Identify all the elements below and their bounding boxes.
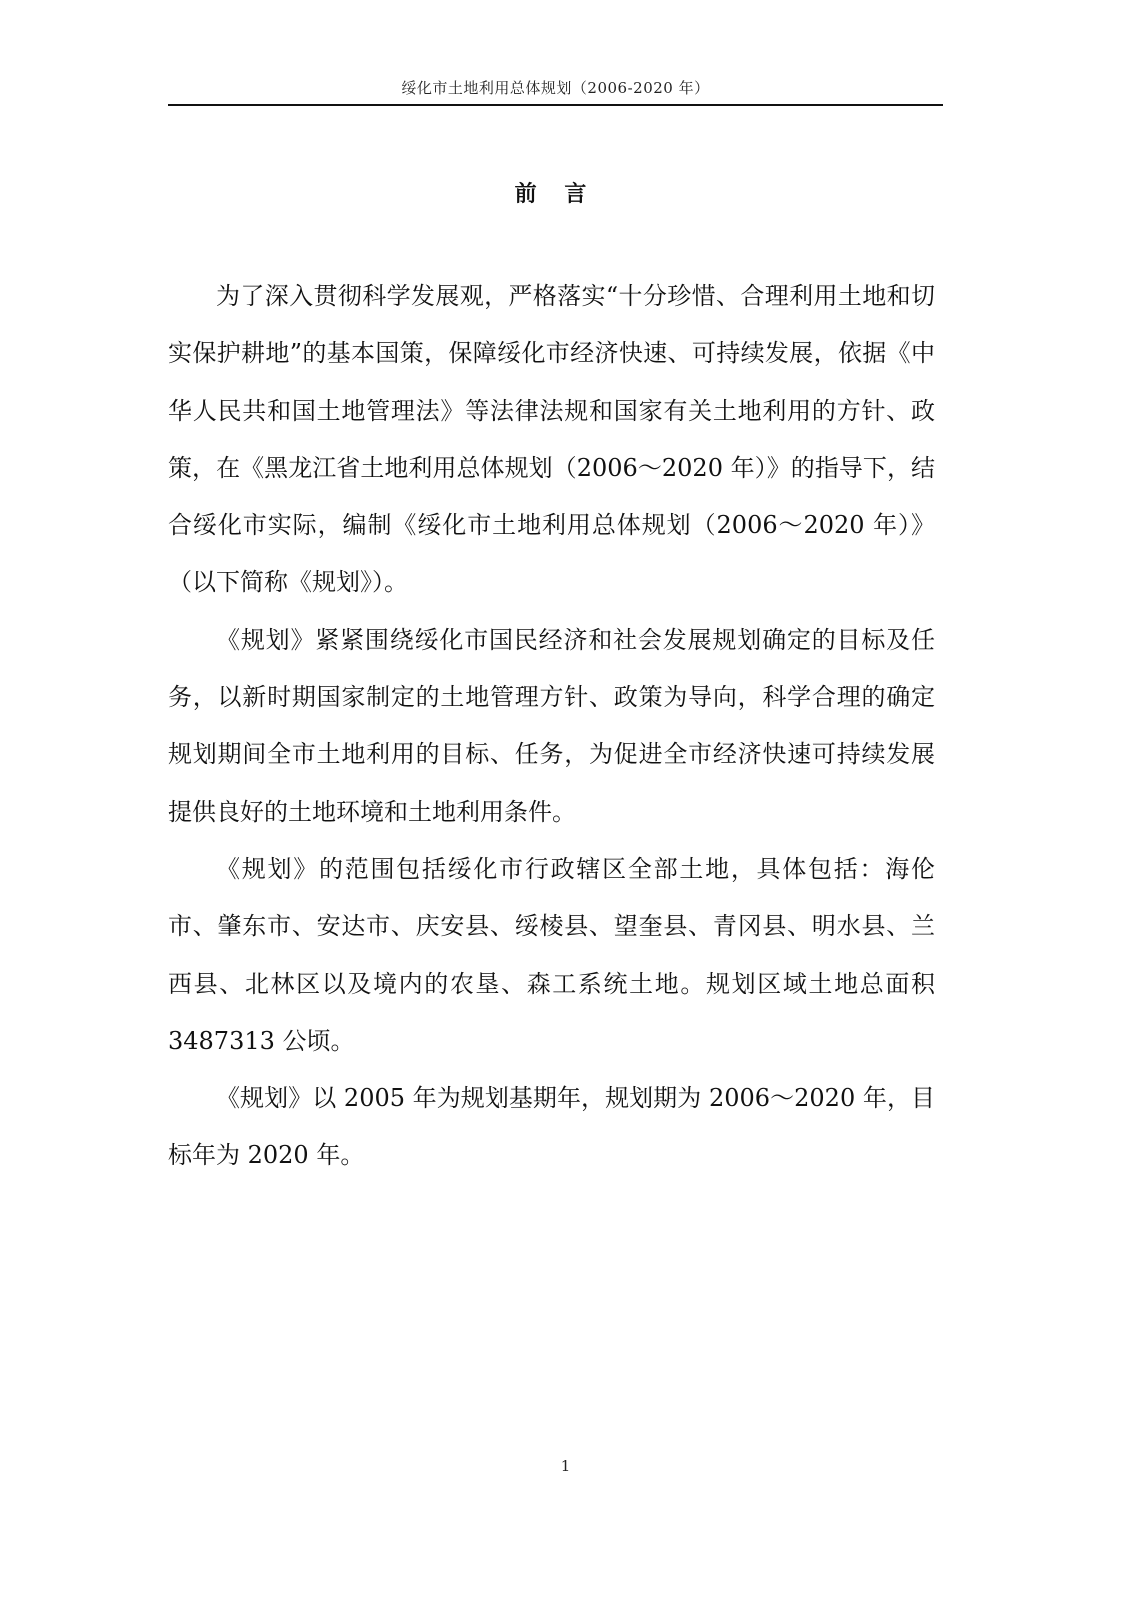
header-title: 绥化市土地利用总体规划（2006-2020 年） (401, 79, 710, 97)
paragraph-purpose: 为了深入贯彻科学发展观，严格落实“十分珍惜、合理利用土地和切实保护耕地”的基本国策，保障绥化市经济快速、可持续发展，依据《中华人民共和国土地管理法》等法律法规和国家有关土地利用的方针、政策，在《黑龙江省土地利用总体规划（2006～2020 年）》的指导下，结合绥化市实际，编制《绥化市土地利用总体规划（2006～2020 年）》（以下简称《规划》）。 (168, 282, 935, 597)
body-text (168, 268, 935, 1185)
page-title: 前 言 (514, 181, 597, 207)
paragraph-scope: 《规划》的范围包括绥化市行政辖区全部土地，具体包括：海伦市、肇东市、安达市、庆安县、绥棱县、望奎县、青冈县、明水县、兰西县、北林区以及境内的农垦、森工系统土地。规划区域土地总面积 3487313 公顷。 (168, 854, 935, 1055)
page-number: 1 (560, 1457, 571, 1475)
paragraph-goals: 《规划》紧紧围绕绥化市国民经济和社会发展规划确定的目标及任务，以新时期国家制定的土地管理方针、政策为导向，科学合理的确定规划期间全市土地利用的目标、任务，为促进全市经济快速可持续发展提供良好的土地环境和土地利用条件。 (168, 625, 935, 826)
paragraph-period: 《规划》以 2005 年为规划基期年，规划期为 2006～2020 年，目标年为 2020 年。 (168, 1084, 935, 1170)
page-header (168, 76, 943, 106)
